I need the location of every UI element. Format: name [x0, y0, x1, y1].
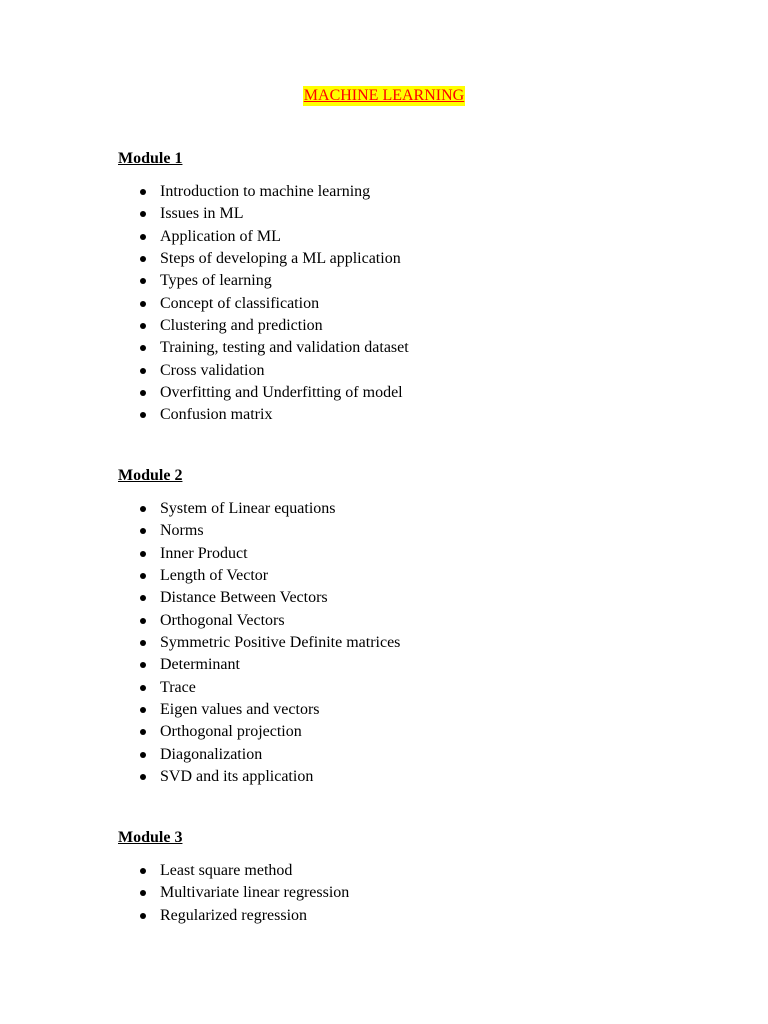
topic-text: Introduction to machine learning — [160, 183, 371, 200]
module-2-section — [118, 466, 718, 788]
topic-list-item — [118, 654, 718, 676]
topic-list-item — [118, 293, 718, 315]
bullet-icon — [140, 506, 146, 512]
bullet-icon — [140, 345, 146, 351]
topic-text: Inner Product — [160, 544, 248, 562]
topic-text: Length of Vector — [160, 567, 269, 585]
topic-list-item — [118, 248, 718, 270]
topic-text: Distance Between Vectors — [160, 589, 328, 607]
topic-text: Application of ML — [160, 227, 281, 245]
bullet-icon — [140, 390, 146, 396]
bullet-icon — [140, 774, 146, 780]
bullet-icon — [140, 573, 146, 579]
bullet-icon — [140, 189, 146, 195]
bullet-icon — [140, 256, 146, 262]
topic-list-item — [118, 203, 718, 225]
module-3-topic-list — [118, 860, 718, 927]
bullet-icon — [140, 301, 146, 307]
module-2-topic-list — [118, 498, 718, 788]
topic-list-item — [118, 699, 718, 721]
topic-text: Steps of developing a ML application — [160, 250, 401, 268]
topic-list-item — [118, 766, 718, 788]
topic-text: Clustering and prediction — [160, 317, 323, 335]
topic-text: Orthogonal Vectors — [160, 611, 285, 629]
bullet-icon — [140, 234, 146, 240]
bullet-icon — [140, 868, 146, 874]
topic-list-item — [118, 860, 718, 882]
bullet-icon — [140, 662, 146, 668]
topic-list-item — [118, 543, 718, 565]
topic-list-item — [118, 404, 718, 426]
bullet-icon — [140, 618, 146, 624]
topic-list-item — [118, 632, 718, 654]
topic-list-item — [118, 587, 718, 609]
bullet-icon — [140, 707, 146, 713]
bullet-icon — [140, 595, 146, 601]
topic-text: Norms — [160, 522, 204, 540]
title-container — [0, 86, 768, 106]
module-3-heading: Module 3 — [118, 829, 183, 846]
topic-list-item — [118, 744, 718, 766]
bullet-icon — [140, 752, 146, 758]
topic-text: Symmetric Positive Definite matrices — [160, 634, 401, 652]
topic-list-item — [118, 610, 718, 632]
module-2-heading: Module 2 — [118, 467, 183, 484]
topic-text: Training, testing and validation dataset — [160, 339, 409, 357]
module-1-heading: Module 1 — [118, 150, 183, 167]
topic-list-item — [118, 226, 718, 248]
topic-text: SVD and its application — [160, 768, 314, 786]
topic-list-item — [118, 315, 718, 337]
topic-text: Eigen values and vectors — [160, 701, 320, 719]
topic-text: Trace — [160, 678, 196, 696]
topic-list-item — [118, 677, 718, 699]
topic-list-item — [118, 565, 718, 587]
topic-list-item — [118, 181, 718, 203]
topic-list-item — [118, 382, 718, 404]
bullet-icon — [140, 412, 146, 418]
topic-text: Confusion matrix — [160, 406, 273, 424]
module-1-topic-list — [118, 181, 718, 427]
topic-text: Cross validation — [160, 361, 265, 379]
topic-text: System of Linear equations — [160, 500, 336, 517]
bullet-icon — [140, 729, 146, 735]
topic-text: Concept of classification — [160, 294, 320, 312]
topic-list-item — [118, 882, 718, 904]
bullet-icon — [140, 551, 146, 557]
document-title: MACHINE LEARNING — [303, 87, 465, 104]
topic-list-item — [118, 360, 718, 382]
bullet-icon — [140, 640, 146, 646]
bullet-icon — [140, 323, 146, 329]
bullet-icon — [140, 685, 146, 691]
bullet-icon — [140, 528, 146, 534]
module-3-section — [118, 828, 718, 927]
topic-list-item — [118, 905, 718, 927]
topic-text: Issues in ML — [160, 205, 244, 223]
topic-text: Determinant — [160, 656, 240, 674]
module-1-section — [118, 149, 718, 427]
topic-list-item — [118, 498, 718, 520]
topic-text: Types of learning — [160, 272, 272, 290]
topic-text: Overfitting and Underfitting of model — [160, 384, 403, 402]
topic-text: Diagonalization — [160, 745, 263, 763]
bullet-icon — [140, 913, 146, 919]
topic-text: Multivariate linear regression — [160, 884, 350, 902]
bullet-icon — [140, 368, 146, 374]
topic-list-item — [118, 270, 718, 292]
topic-text: Regularized regression — [160, 906, 308, 924]
topic-text: Least square method — [160, 862, 293, 879]
topic-text: Orthogonal projection — [160, 723, 302, 741]
bullet-icon — [140, 890, 146, 896]
topic-list-item — [118, 721, 718, 743]
topic-list-item — [118, 520, 718, 542]
bullet-icon — [140, 211, 146, 217]
bullet-icon — [140, 278, 146, 284]
topic-list-item — [118, 337, 718, 359]
